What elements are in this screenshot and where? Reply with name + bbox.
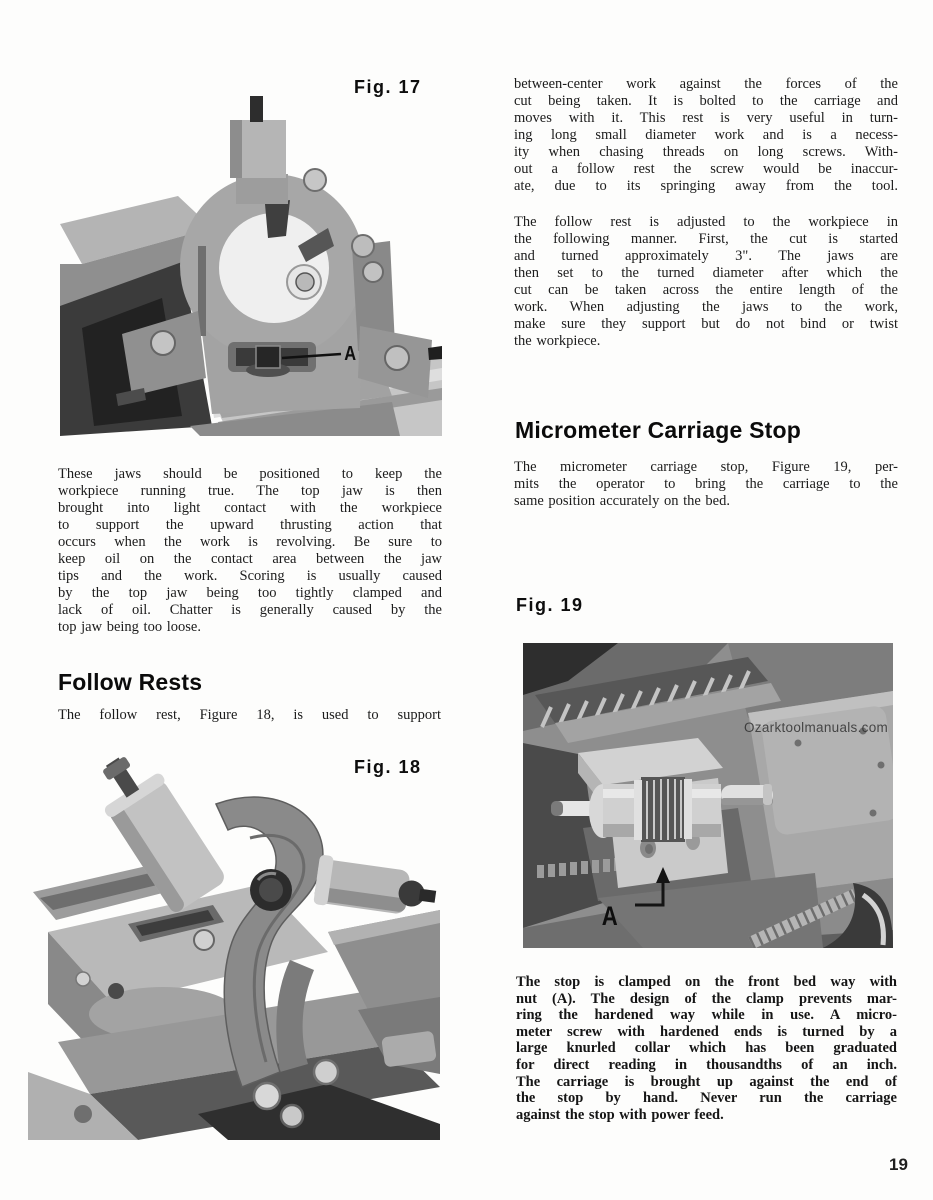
para-follow-rest-1: between-center work against the forces of the cut being taken. It is bolted to the carriage and moves with it. This rest is very useful in turn- ing long small diameter work and is a necess- ity when chasing threads on long screws. With- out a follow rest the screw would be inaccur- ate, due to its springing away from the tool.	[514, 76, 898, 194]
carriage-stop-illustration	[523, 643, 893, 948]
para-follow-intro: The follow rest, Figure 18, is used to support	[58, 707, 441, 723]
page-number: 19	[889, 1155, 908, 1174]
fig18-label: Fig. 18	[354, 757, 422, 777]
fig17-label: Fig. 17	[354, 77, 422, 97]
para-stop: The stop is clamped on the front bed way with nut (A). The design of the clamp prevents mar- ring the hardened way while in use. A micro- meter screw with hardened ends is turned by a large knurled collar which has been graduated for direct reading in thousandths of an inch. The carriage is brought up against the end of the stop by hand. Never run the carriage against the stop with power feed.	[516, 974, 897, 1123]
heading-micrometer-carriage-stop: Micrometer Carriage Stop	[515, 417, 801, 443]
fig19-label: Fig. 19	[516, 595, 584, 615]
follow-rest-illustration	[28, 742, 440, 1140]
fig19-photo	[523, 643, 893, 948]
watermark: Ozarktoolmanuals.com	[744, 720, 889, 735]
fig17-photo	[60, 96, 442, 436]
heading-follow-rests: Follow Rests	[58, 669, 203, 695]
steady-rest-illustration	[60, 96, 442, 436]
para-jaws: These jaws should be positioned to keep the workpiece running true. The top jaw is then brought into light contact with the workpiece to support the upward thrusting action that occurs when the work is revolving. Be sure to keep oil on the contact area between the jaw tips and the work. Scoring is usually caused by the top jaw being too tightly clamped and lack of oil. Chatter is generally caused by the top jaw being too loose.	[58, 466, 442, 635]
fig19-callout-a: A	[601, 901, 618, 931]
para-micrometer: The micrometer carriage stop, Figure 19, per- mits the operator to bring the carriage to the same position accurately on the bed.	[514, 459, 898, 509]
fig17-callout-a: A	[344, 343, 357, 365]
fig18-photo	[28, 742, 440, 1140]
para-follow-rest-2: The follow rest is adjusted to the workpiece in the following manner. First, the cut is started and turned approximately 3". The jaws are then set to the turned diameter after which the cut can be taken across the entire length of the work. When adjusting the jaws to the work, make sure they support but do not bind or twist the workpiece.	[514, 214, 898, 349]
